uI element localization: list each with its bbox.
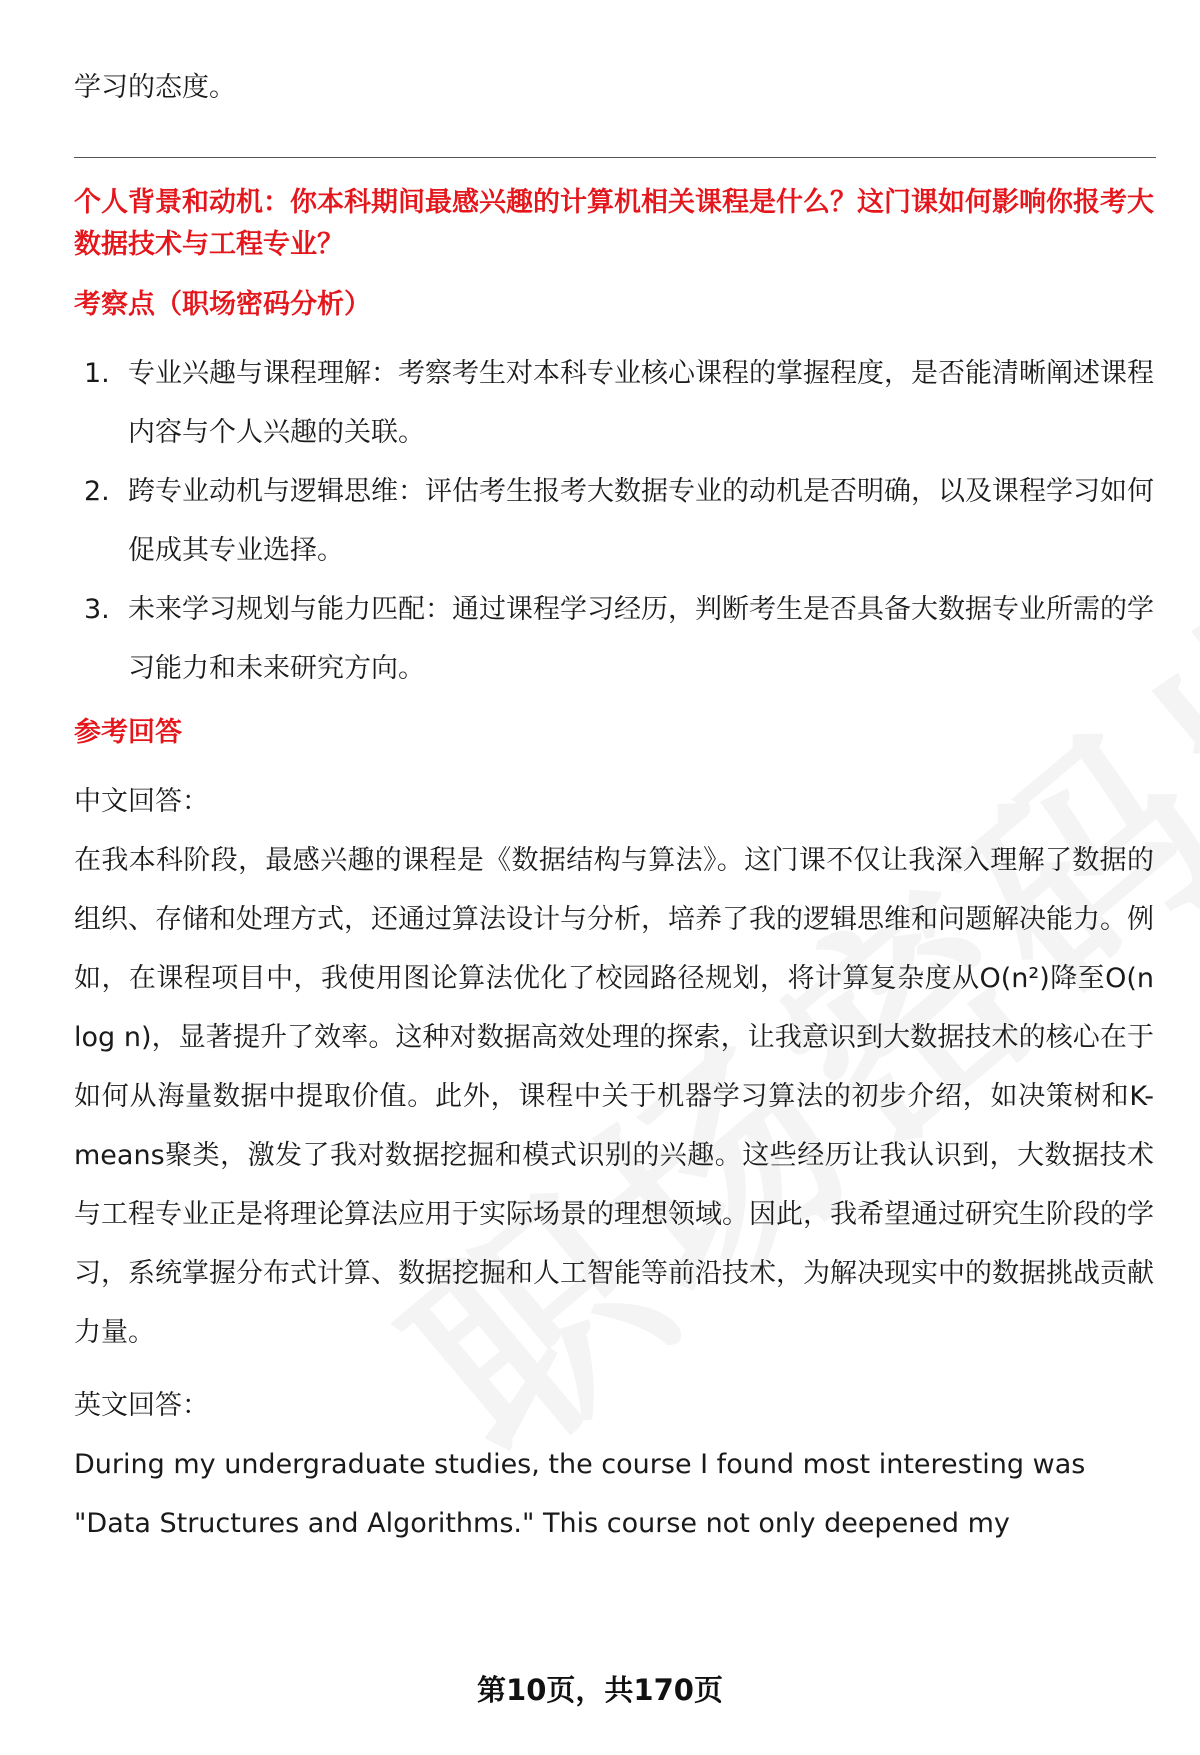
list-item-text: 未来学习规划与能力匹配：通过课程学习经历，判断考生是否具备大数据专业所需的学习能力和未来研究方向。 bbox=[128, 594, 1154, 684]
chinese-answer-label: 中文回答： bbox=[74, 786, 209, 817]
list-item bbox=[74, 580, 1154, 698]
list-item-number: 3. bbox=[84, 594, 110, 625]
analysis-heading: 考察点（职场密码分析） bbox=[74, 289, 371, 320]
list-item-number: 1. bbox=[84, 358, 110, 389]
list-item bbox=[74, 462, 1154, 580]
section-divider bbox=[74, 157, 1156, 158]
chinese-answer-text: 在我本科阶段，最感兴趣的课程是《数据结构与算法》。这门课不仅让我深入理解了数据的组织、存储和处理方式，还通过算法设计与分析，培养了我的逻辑思维和问题解决能力。例如，在课程项目中，我使用图论算法优化了校园路径规划，将计算复杂度从O(n²)降至O(n log n)，显著提升了效率。这种对数据高效处理的探索，让我意识到大数据技术的核心在于如何从海量数据中提取价值。此外，课程中关于机器学习算法的初步介绍，如决策树和K-means聚类，激发了我对数据挖掘和模式识别的兴趣。这些经历让我认识到，大数据技术与工程专业正是将理论算法应用于实际场景的理想领域。因此，我希望通过研究生阶段的学习，系统掌握分布式计算、数据挖掘和人工智能等前沿技术，为解决现实中的数据挑战贡献力量。 bbox=[74, 845, 1154, 1348]
english-answer-label: 英文回答： bbox=[74, 1390, 209, 1421]
page-content bbox=[74, 58, 1154, 1553]
list-item-text: 跨专业动机与逻辑思维：评估考生报考大数据专业的动机是否明确，以及课程学习如何促成其专业选择。 bbox=[128, 476, 1154, 566]
intro-tail-text: 学习的态度。 bbox=[74, 72, 236, 103]
answer-heading: 参考回答 bbox=[74, 717, 182, 748]
analysis-points-list bbox=[74, 344, 1154, 698]
page-footer: 第10页，共170页 bbox=[477, 1673, 723, 1707]
english-answer-text: During my undergraduate studies, the course I found most interesting was "Data Structures and Algorithms." This course not only deepened my bbox=[74, 1449, 1086, 1539]
list-item-number: 2. bbox=[84, 476, 110, 507]
question-heading: 个人背景和动机：你本科期间最感兴趣的计算机相关课程是什么？这门课如何影响你报考大数据技术与工程专业？ bbox=[74, 187, 1154, 260]
list-item-text: 专业兴趣与课程理解：考察考生对本科专业核心课程的掌握程度，是否能清晰阐述课程内容与个人兴趣的关联。 bbox=[128, 358, 1154, 448]
list-item bbox=[74, 344, 1154, 462]
